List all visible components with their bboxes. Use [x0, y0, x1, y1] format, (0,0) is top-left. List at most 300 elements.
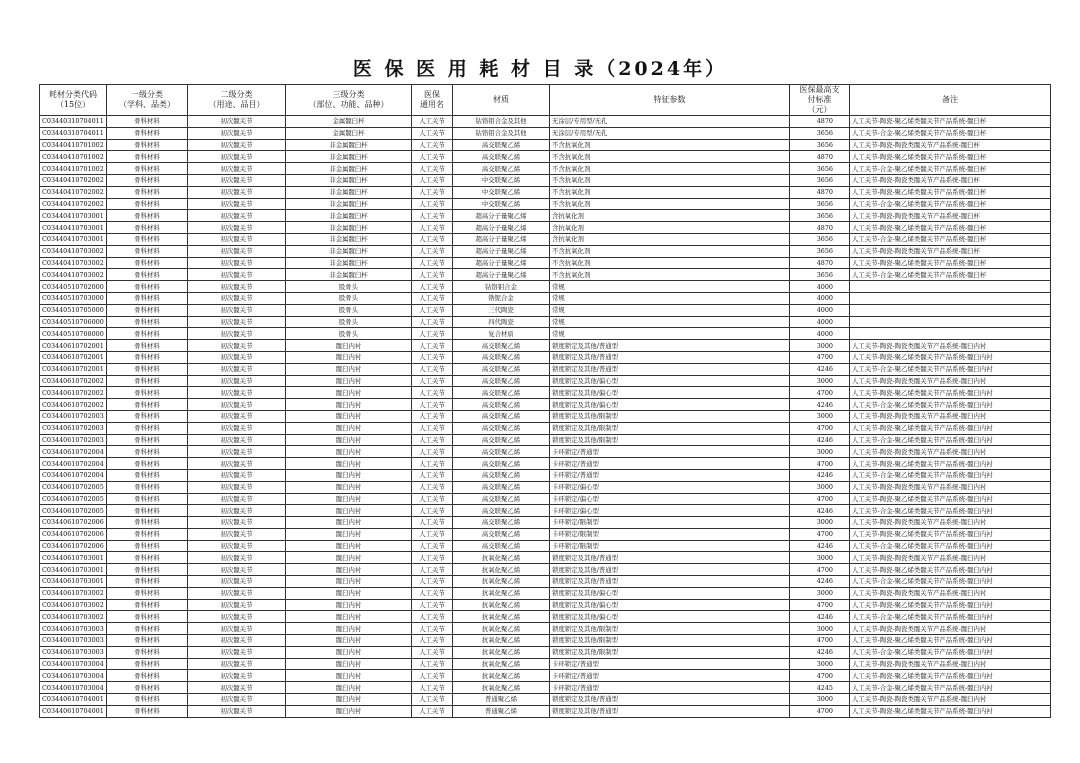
category2-cell: 初次髋关节: [188, 399, 286, 411]
category2-cell: 初次髋关节: [188, 139, 286, 151]
category3-cell: 非金属髋臼杯: [286, 257, 412, 269]
code-cell: C03440610703001: [40, 576, 107, 588]
max-payment-cell: 4700: [790, 670, 850, 682]
category1-cell: 骨科材料: [107, 399, 188, 411]
feature-cell: 锁度锁定及其他/限制型: [550, 646, 790, 658]
max-payment-cell: 4246: [790, 576, 850, 588]
generic-name-cell: 人工关节: [412, 705, 453, 717]
code-cell: C03440410701002: [40, 139, 107, 151]
category3-cell: 髋臼内衬: [286, 587, 412, 599]
catalog-table: [39, 84, 1051, 718]
feature-cell: 锁度锁定及其他/普通型: [550, 564, 790, 576]
code-cell: C03440410703002: [40, 269, 107, 281]
max-payment-header: 医保最高支 付标准 （元）: [790, 85, 850, 116]
remark-cell: 人工关节-合金-聚乙烯类髋关节产品系统-髋臼杯: [850, 163, 1051, 175]
category3-cell: 髋臼内衬: [286, 469, 412, 481]
table-row: [40, 387, 1051, 399]
code-cell: C03440410702002: [40, 198, 107, 210]
max-payment-cell: 4700: [790, 705, 850, 717]
generic-name-cell: 人工关节: [412, 623, 453, 635]
feature-cell: 卡环锁定/普通型: [550, 682, 790, 694]
category1-cell: 骨科材料: [107, 623, 188, 635]
feature-cell: 锁度锁定及其他/普通型: [550, 576, 790, 588]
table-row: [40, 623, 1051, 635]
material-cell: 抗氧化聚乙烯: [453, 576, 550, 588]
category1-cell: 骨科材料: [107, 410, 188, 422]
material-cell: 三代陶瓷: [453, 304, 550, 316]
material-cell: 高交联聚乙烯: [453, 163, 550, 175]
table-row: [40, 564, 1051, 576]
max-payment-cell: 3656: [790, 163, 850, 175]
category2-cell: 初次髋关节: [188, 623, 286, 635]
category2-cell: 初次髋关节: [188, 198, 286, 210]
material-cell: 高交联聚乙烯: [453, 540, 550, 552]
category1-cell: 骨科材料: [107, 611, 188, 623]
category3-cell: 髋臼内衬: [286, 528, 412, 540]
category2-cell: 初次髋关节: [188, 469, 286, 481]
category1-cell: 骨科材料: [107, 599, 188, 611]
category1-cell: 骨科材料: [107, 576, 188, 588]
table-row: [40, 222, 1051, 234]
remark-cell: 人工关节-陶瓷-聚乙烯类髋关节产品系统-髋臼杯: [850, 257, 1051, 269]
generic-name-cell: 人工关节: [412, 351, 453, 363]
material-cell: 高交联聚乙烯: [453, 363, 550, 375]
max-payment-cell: 3656: [790, 233, 850, 245]
max-payment-cell: 4870: [790, 116, 850, 128]
table-row: [40, 646, 1051, 658]
remark-cell: 人工关节-陶瓷-聚乙烯类髋关节产品系统-髋臼杯: [850, 151, 1051, 163]
remark-cell: 人工关节-合金-聚乙烯类髋关节产品系统-髋臼杯: [850, 269, 1051, 281]
table-row: [40, 481, 1051, 493]
category3-cell: 髋臼内衬: [286, 340, 412, 352]
generic-name-cell: 人工关节: [412, 387, 453, 399]
remark-cell: 人工关节-陶瓷-陶瓷类髋关节产品系统-髋臼内衬: [850, 481, 1051, 493]
table-row: [40, 694, 1051, 706]
material-cell: 抗氧化聚乙烯: [453, 552, 550, 564]
table-row: [40, 469, 1051, 481]
material-cell: 超高分子量聚乙烯: [453, 233, 550, 245]
max-payment-cell: 3000: [790, 658, 850, 670]
max-payment-cell: 3000: [790, 446, 850, 458]
code-cell: C03440610702004: [40, 446, 107, 458]
material-cell: 抗氧化聚乙烯: [453, 646, 550, 658]
remark-cell: 人工关节-陶瓷-陶瓷类髋关节产品系统-髋臼内衬: [850, 658, 1051, 670]
category3-cell: 髋臼内衬: [286, 646, 412, 658]
max-payment-cell: 4246: [790, 434, 850, 446]
feature-cell: 锁度锁定及其他/限制型: [550, 410, 790, 422]
code-cell: C03440410703002: [40, 257, 107, 269]
material-cell: 高交联聚乙烯: [453, 387, 550, 399]
generic-name-cell: 人工关节: [412, 340, 453, 352]
category1-cell: 骨科材料: [107, 540, 188, 552]
category2-cell: 初次髋关节: [188, 174, 286, 186]
generic-name-cell: 人工关节: [412, 139, 453, 151]
remark-cell: 人工关节-陶瓷-聚乙烯类髋关节产品系统-髋臼内衬: [850, 670, 1051, 682]
material-cell: 抗氧化聚乙烯: [453, 564, 550, 576]
category3-cell: 髋臼内衬: [286, 387, 412, 399]
category1-cell: 骨科材料: [107, 245, 188, 257]
table-row: [40, 422, 1051, 434]
table-row: [40, 599, 1051, 611]
category3-cell: 髋臼内衬: [286, 694, 412, 706]
category2-cell: 初次髋关节: [188, 304, 286, 316]
table-row: [40, 328, 1051, 340]
remark-cell: 人工关节-合金-聚乙烯类髋关节产品系统-髋臼杯: [850, 127, 1051, 139]
remark-cell: [850, 316, 1051, 328]
category1-cell: 骨科材料: [107, 528, 188, 540]
code-cell: C03440510708000: [40, 328, 107, 340]
generic-name-cell: 人工关节: [412, 316, 453, 328]
max-payment-cell: 4700: [790, 422, 850, 434]
remark-cell: 人工关节-陶瓷-陶瓷类髋关节产品系统-髋臼杯: [850, 210, 1051, 222]
max-payment-cell: 3000: [790, 410, 850, 422]
feature-cell: 卡环锁定/限制型: [550, 517, 790, 529]
code-cell: C03440610702001: [40, 340, 107, 352]
category3-cell: 金属髋臼杯: [286, 127, 412, 139]
category1-cell: 骨科材料: [107, 587, 188, 599]
category3-cell: 髋臼内衬: [286, 682, 412, 694]
category1-cell: 骨科材料: [107, 493, 188, 505]
category3-cell: 股骨头: [286, 281, 412, 293]
feature-cell: 锁度锁定及其他/限制型: [550, 623, 790, 635]
material-cell: 抗氧化聚乙烯: [453, 682, 550, 694]
remark-cell: 人工关节-陶瓷-聚乙烯类髋关节产品系统-髋臼内衬: [850, 458, 1051, 470]
max-payment-cell: 4700: [790, 458, 850, 470]
table-row: [40, 434, 1051, 446]
category2-cell: 初次髋关节: [188, 658, 286, 670]
remark-cell: 人工关节-合金-聚乙烯类髋关节产品系统-髋臼内衬: [850, 576, 1051, 588]
remark-cell: [850, 304, 1051, 316]
max-payment-cell: 4870: [790, 222, 850, 234]
max-payment-cell: 3656: [790, 139, 850, 151]
category1-cell: 骨科材料: [107, 458, 188, 470]
remark-cell: 人工关节-陶瓷-聚乙烯类髋关节产品系统-髋臼内衬: [850, 351, 1051, 363]
feature-cell: 含抗氧化剂: [550, 233, 790, 245]
remark-cell: 人工关节-陶瓷-陶瓷类髋关节产品系统-髋臼内衬: [850, 375, 1051, 387]
max-payment-cell: 4700: [790, 351, 850, 363]
generic-name-cell: 人工关节: [412, 658, 453, 670]
category3-cell: 金属髋臼杯: [286, 116, 412, 128]
feature-cell: 锁度锁定及其他/偏心型: [550, 611, 790, 623]
feature-cell: 不含抗氧化剂: [550, 139, 790, 151]
category3-cell: 髋臼内衬: [286, 540, 412, 552]
max-payment-cell: 3000: [790, 340, 850, 352]
remark-cell: 人工关节-陶瓷-陶瓷类髋关节产品系统-髋臼内衬: [850, 340, 1051, 352]
max-payment-cell: 4870: [790, 257, 850, 269]
max-payment-cell: 4000: [790, 292, 850, 304]
feature-cell: 常规: [550, 328, 790, 340]
table-row: [40, 540, 1051, 552]
remark-cell: 人工关节-合金-聚乙烯类髋关节产品系统-髋臼杯: [850, 198, 1051, 210]
category2-cell: 初次髋关节: [188, 705, 286, 717]
category1-cell: 骨科材料: [107, 198, 188, 210]
generic-name-cell: 人工关节: [412, 222, 453, 234]
category2-cell: 初次髋关节: [188, 281, 286, 293]
category2-cell: 初次髋关节: [188, 540, 286, 552]
remark-cell: 人工关节-合金-聚乙烯类髋关节产品系统-髋臼内衬: [850, 646, 1051, 658]
remark-cell: 人工关节-陶瓷-陶瓷类髋关节产品系统-髋臼杯: [850, 174, 1051, 186]
category3-cell: 髋臼内衬: [286, 351, 412, 363]
material-cell: 高交联聚乙烯: [453, 458, 550, 470]
max-payment-cell: 4000: [790, 304, 850, 316]
category1-cell: 骨科材料: [107, 682, 188, 694]
max-payment-cell: 4246: [790, 540, 850, 552]
generic-name-cell: 人工关节: [412, 576, 453, 588]
generic-name-cell: 人工关节: [412, 469, 453, 481]
material-cell: 高交联聚乙烯: [453, 375, 550, 387]
category3-cell: 髋臼内衬: [286, 705, 412, 717]
category2-cell: 初次髋关节: [188, 682, 286, 694]
max-payment-cell: 3656: [790, 269, 850, 281]
category2-cell: 初次髋关节: [188, 257, 286, 269]
category3-cell: 非金属髋臼杯: [286, 174, 412, 186]
category1-cell: 骨科材料: [107, 257, 188, 269]
table-row: [40, 493, 1051, 505]
table-header-row: [40, 85, 1051, 116]
max-payment-cell: 4700: [790, 635, 850, 647]
code-cell: C03440610702003: [40, 434, 107, 446]
remark-cell: 人工关节-陶瓷-聚乙烯类髋关节产品系统-髋臼内衬: [850, 705, 1051, 717]
feature-cell: 卡环锁定/限制型: [550, 528, 790, 540]
material-cell: 高交联聚乙烯: [453, 340, 550, 352]
feature-cell: 锁度锁定及其他/偏心型: [550, 587, 790, 599]
category1-cell: 骨科材料: [107, 222, 188, 234]
max-payment-cell: 4000: [790, 316, 850, 328]
code-cell: C03440610704001: [40, 694, 107, 706]
feature-cell: 锁度锁定及其他/普通型: [550, 340, 790, 352]
generic-name-cell: 人工关节: [412, 210, 453, 222]
table-row: [40, 340, 1051, 352]
code-cell: C03440410703002: [40, 245, 107, 257]
table-row: [40, 304, 1051, 316]
material-cell: 中交联聚乙烯: [453, 174, 550, 186]
feature-cell: 锁度锁定及其他/偏心型: [550, 599, 790, 611]
max-payment-cell: 4700: [790, 387, 850, 399]
generic-name-cell: 人工关节: [412, 257, 453, 269]
category2-cell: 初次髋关节: [188, 340, 286, 352]
feature-cell: 卡环锁定/普通型: [550, 446, 790, 458]
material-cell: 复合材质: [453, 328, 550, 340]
feature-cell: 卡环锁定/普通型: [550, 658, 790, 670]
feature-cell: 不含抗氧化剂: [550, 151, 790, 163]
category3-cell: 非金属髋臼杯: [286, 151, 412, 163]
category3-cell: 非金属髋臼杯: [286, 139, 412, 151]
material-cell: 抗氧化聚乙烯: [453, 623, 550, 635]
max-payment-cell: 3656: [790, 127, 850, 139]
generic-name-cell: 人工关节: [412, 151, 453, 163]
max-payment-cell: 3656: [790, 210, 850, 222]
table-row: [40, 505, 1051, 517]
category3-cell: 髋臼内衬: [286, 422, 412, 434]
code-cell: C03440610702002: [40, 387, 107, 399]
remark-cell: 人工关节-合金-聚乙烯类髋关节产品系统-髋臼内衬: [850, 540, 1051, 552]
code-cell: C03440610702006: [40, 517, 107, 529]
table-row: [40, 670, 1051, 682]
category3-cell: 髋臼内衬: [286, 493, 412, 505]
generic-name-cell: 人工关节: [412, 163, 453, 175]
max-payment-cell: 4246: [790, 505, 850, 517]
feature-cell: 无涂层/专用型/无孔: [550, 116, 790, 128]
code-cell: C03440510702000: [40, 281, 107, 293]
code-cell: C03440310704011: [40, 127, 107, 139]
table-row: [40, 410, 1051, 422]
category2-cell: 初次髋关节: [188, 493, 286, 505]
category3-cell: 髋臼内衬: [286, 458, 412, 470]
feature-cell: 锁度锁定及其他/偏心型: [550, 387, 790, 399]
remark-cell: 人工关节-合金-聚乙烯类髋关节产品系统-髋臼内衬: [850, 505, 1051, 517]
table-row: [40, 528, 1051, 540]
category1-cell: 骨科材料: [107, 434, 188, 446]
category2-cell: 初次髋关节: [188, 163, 286, 175]
category3-cell: 非金属髋臼杯: [286, 222, 412, 234]
category1-cell: 骨科材料: [107, 174, 188, 186]
material-cell: 高交联聚乙烯: [453, 528, 550, 540]
max-payment-cell: 4700: [790, 493, 850, 505]
remark-cell: 人工关节-陶瓷-聚乙烯类髋关节产品系统-髋臼杯: [850, 186, 1051, 198]
category1-header: 一级分类 （学科、品类）: [107, 85, 188, 116]
category2-cell: 初次髋关节: [188, 292, 286, 304]
code-header: 耗材分类代码 （15位）: [40, 85, 107, 116]
table-row: [40, 174, 1051, 186]
remark-cell: 人工关节-陶瓷-聚乙烯类髋关节产品系统-髋臼内衬: [850, 422, 1051, 434]
category2-cell: 初次髋关节: [188, 363, 286, 375]
category2-cell: 初次髋关节: [188, 505, 286, 517]
code-cell: C03440610702001: [40, 351, 107, 363]
category1-cell: 骨科材料: [107, 351, 188, 363]
category2-cell: 初次髋关节: [188, 552, 286, 564]
feature-cell: 含抗氧化剂: [550, 210, 790, 222]
category3-cell: 非金属髋臼杯: [286, 198, 412, 210]
category2-cell: 初次髋关节: [188, 446, 286, 458]
remark-cell: 人工关节-陶瓷-聚乙烯类髋关节产品系统-髋臼内衬: [850, 599, 1051, 611]
table-row: [40, 375, 1051, 387]
remark-cell: 人工关节-陶瓷-聚乙烯类髋关节产品系统-髋臼杯: [850, 116, 1051, 128]
code-cell: C03440410703001: [40, 233, 107, 245]
remark-cell: 人工关节-陶瓷-聚乙烯类髋关节产品系统-髋臼内衬: [850, 635, 1051, 647]
category3-cell: 髋臼内衬: [286, 481, 412, 493]
category3-cell: 髋臼内衬: [286, 552, 412, 564]
table-row: [40, 705, 1051, 717]
category1-cell: 骨科材料: [107, 139, 188, 151]
feature-cell: 卡环锁定/普通型: [550, 670, 790, 682]
remark-cell: 人工关节-合金-聚乙烯类髋关节产品系统-髋臼内衬: [850, 399, 1051, 411]
feature-cell: 锁度锁定及其他/普通型: [550, 705, 790, 717]
category3-cell: 非金属髋臼杯: [286, 210, 412, 222]
table-row: [40, 210, 1051, 222]
category2-cell: 初次髋关节: [188, 328, 286, 340]
generic-name-cell: 人工关节: [412, 198, 453, 210]
remark-cell: 人工关节-陶瓷-聚乙烯类髋关节产品系统-髋臼内衬: [850, 564, 1051, 576]
code-cell: C03440610703004: [40, 670, 107, 682]
generic-name-cell: 人工关节: [412, 410, 453, 422]
generic-name-cell: 人工关节: [412, 564, 453, 576]
table-row: [40, 576, 1051, 588]
category1-cell: 骨科材料: [107, 505, 188, 517]
category2-header: 二级分类 （用途、品目）: [188, 85, 286, 116]
category2-cell: 初次髋关节: [188, 646, 286, 658]
max-payment-cell: 3000: [790, 375, 850, 387]
material-cell: 抗氧化聚乙烯: [453, 611, 550, 623]
generic-name-cell: 人工关节: [412, 375, 453, 387]
category1-cell: 骨科材料: [107, 375, 188, 387]
category2-cell: 初次髋关节: [188, 245, 286, 257]
code-cell: C03440610702005: [40, 505, 107, 517]
material-cell: 中交联聚乙烯: [453, 186, 550, 198]
code-cell: C03440310704011: [40, 116, 107, 128]
category2-cell: 初次髋关节: [188, 269, 286, 281]
material-cell: 高交联聚乙烯: [453, 434, 550, 446]
table-row: [40, 587, 1051, 599]
max-payment-cell: 4700: [790, 564, 850, 576]
category3-cell: 股骨头: [286, 316, 412, 328]
code-cell: C03440610702004: [40, 458, 107, 470]
category1-cell: 骨科材料: [107, 363, 188, 375]
category3-header: 三级分类 （部位、功能、品种）: [286, 85, 412, 116]
table-row: [40, 363, 1051, 375]
remark-cell: 人工关节-陶瓷-陶瓷类髋关节产品系统-髋臼内衬: [850, 446, 1051, 458]
remark-cell: 人工关节-陶瓷-陶瓷类髋关节产品系统-髋臼杯: [850, 139, 1051, 151]
category3-cell: 髋臼内衬: [286, 623, 412, 635]
generic-name-cell: 人工关节: [412, 446, 453, 458]
category2-cell: 初次髋关节: [188, 587, 286, 599]
code-cell: C03440410702002: [40, 186, 107, 198]
code-cell: C03440510705000: [40, 304, 107, 316]
code-cell: C03440610702006: [40, 528, 107, 540]
material-cell: 钴铬钼合金: [453, 281, 550, 293]
code-cell: C03440610703001: [40, 552, 107, 564]
material-cell: 高交联聚乙烯: [453, 493, 550, 505]
category1-cell: 骨科材料: [107, 552, 188, 564]
material-cell: 锆铌合金: [453, 292, 550, 304]
category1-cell: 骨科材料: [107, 694, 188, 706]
max-payment-cell: 4246: [790, 611, 850, 623]
generic-name-cell: 人工关节: [412, 528, 453, 540]
code-cell: C03440610702001: [40, 363, 107, 375]
table-row: [40, 635, 1051, 647]
table-row: [40, 116, 1051, 128]
feature-header: 特征参数: [550, 85, 790, 116]
table-row: [40, 139, 1051, 151]
category2-cell: 初次髋关节: [188, 151, 286, 163]
category1-cell: 骨科材料: [107, 705, 188, 717]
category3-cell: 非金属髋臼杯: [286, 245, 412, 257]
generic-name-cell: 人工关节: [412, 682, 453, 694]
category1-cell: 骨科材料: [107, 658, 188, 670]
remark-cell: 人工关节-陶瓷-聚乙烯类髋关节产品系统-髋臼内衬: [850, 387, 1051, 399]
generic-name-cell: 人工关节: [412, 116, 453, 128]
code-cell: C03440610703002: [40, 611, 107, 623]
category1-cell: 骨科材料: [107, 422, 188, 434]
remark-cell: [850, 292, 1051, 304]
feature-cell: 锁度锁定及其他/偏心型: [550, 399, 790, 411]
category2-cell: 初次髋关节: [188, 564, 286, 576]
max-payment-cell: 3000: [790, 481, 850, 493]
material-cell: 抗氧化聚乙烯: [453, 658, 550, 670]
generic-name-cell: 人工关节: [412, 281, 453, 293]
remark-cell: [850, 281, 1051, 293]
category2-cell: 初次髋关节: [188, 434, 286, 446]
feature-cell: 不含抗氧化剂: [550, 186, 790, 198]
max-payment-cell: 4246: [790, 646, 850, 658]
max-payment-cell: 3656: [790, 174, 850, 186]
remark-cell: [850, 328, 1051, 340]
category2-cell: 初次髋关节: [188, 387, 286, 399]
category1-cell: 骨科材料: [107, 116, 188, 128]
generic-name-cell: 人工关节: [412, 552, 453, 564]
code-cell: C03440610703003: [40, 646, 107, 658]
code-cell: C03440410701002: [40, 151, 107, 163]
category2-cell: 初次髋关节: [188, 210, 286, 222]
